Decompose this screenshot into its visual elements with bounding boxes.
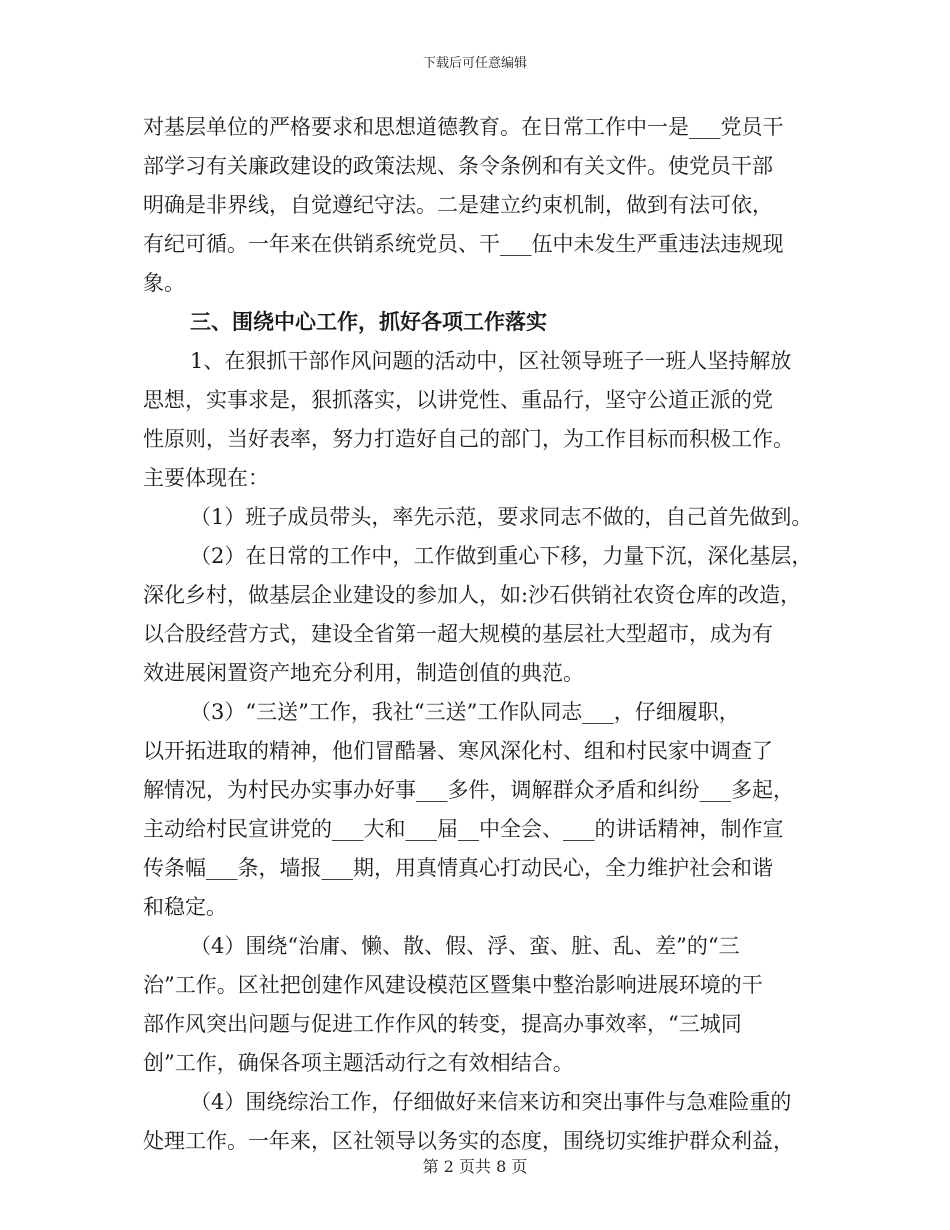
paragraph-line: 效进展闲置资产地充分利用，制造创值的典范。 bbox=[143, 661, 584, 685]
paragraph-line: 治”工作。区社把创建作风建设模范区暨集中整治影响进展环境的干 bbox=[143, 973, 763, 997]
paragraph-line: 思想，实事求是，狠抓落实，以讲党性、重品行，坚守公道正派的党 bbox=[143, 388, 773, 412]
paragraph-line: 以合股经营方式，建设全省第一超大规模的基层社大型超市，成为有 bbox=[143, 622, 773, 646]
paragraph-line: 性原则，当好表率，努力打造好自己的部门，为工作目标而积极工作。 bbox=[143, 427, 794, 451]
paragraph-line: 1、在狠抓干部作风问题的活动中，区社领导班子一班人坚持解放 bbox=[190, 349, 792, 373]
section-heading: 三、围绕中心工作，抓好各项工作落实 bbox=[190, 309, 547, 334]
paragraph-line: 解情况，为村民办实事办好事___多件，调解群众矛盾和纠纷___多起， bbox=[143, 778, 794, 802]
paragraph-line: 和稳定。 bbox=[143, 895, 227, 919]
paragraph-line: 主动给村民宣讲党的___大和___届__中全会、___的讲话精神，制作宣 bbox=[143, 817, 784, 841]
paragraph-line: （4）围绕“治庸、懒、散、假、浮、蛮、脏、乱、差”的“三 bbox=[190, 934, 740, 958]
paragraph-line: 处理工作。一年来，区社领导以务实的态度，围绕切实维护群众利益， bbox=[143, 1129, 794, 1153]
paragraph-line: 部作风突出问题与促进工作作风的转变，提高办事效率，“三城同 bbox=[143, 1012, 742, 1036]
paragraph-line: 有纪可循。一年来在供销系统党员、干___伍中未发生严重违法违规现 bbox=[143, 232, 784, 256]
paragraph-line: 对基层单位的严格要求和思想道德教育。在日常工作中一是___党员干 bbox=[143, 115, 784, 139]
paragraph-line: （1）班子成员带头，率先示范，要求同志不做的，自己首先做到。 bbox=[190, 505, 813, 529]
paragraph-line: 明确是非界线，自觉遵纪守法。二是建立约束机制，做到有法可依， bbox=[143, 193, 773, 217]
page-footer: 第 2 页共 8 页 bbox=[422, 1157, 528, 1176]
paragraph-line: （4）围绕综治工作，仔细做好来信来访和突出事件与急难险重的 bbox=[190, 1090, 792, 1114]
paragraph-line: （2）在日常的工作中，工作做到重心下移，力量下沉，深化基层， bbox=[190, 544, 813, 568]
paragraph-line: 主要体现在： bbox=[143, 466, 269, 490]
paragraph-line: 创”工作，确保各项主题活动行之有效相结合。 bbox=[143, 1051, 574, 1075]
paragraph-line: 深化乡村，做基层企业建设的参加人，如:沙石供销社农资仓库的改造， bbox=[143, 583, 802, 607]
paragraph-line: 象。 bbox=[143, 271, 185, 295]
paragraph-line: 以开拓进取的精神，他们冒酷暑、寒风深化村、组和村民家中调查了 bbox=[143, 739, 773, 763]
paragraph-line: 传条幅___条，墙报___期，用真情真心打动民心，全力维护社会和谐 bbox=[143, 856, 773, 880]
paragraph-line: 部学习有关廉政建设的政策法规、条令条例和有关文件。使党员干部 bbox=[143, 154, 773, 178]
paragraph-line: （3）“三送”工作，我社“三送”工作队同志___，仔细履职， bbox=[190, 700, 740, 724]
page-header: 下载后可任意编辑 bbox=[422, 56, 527, 71]
